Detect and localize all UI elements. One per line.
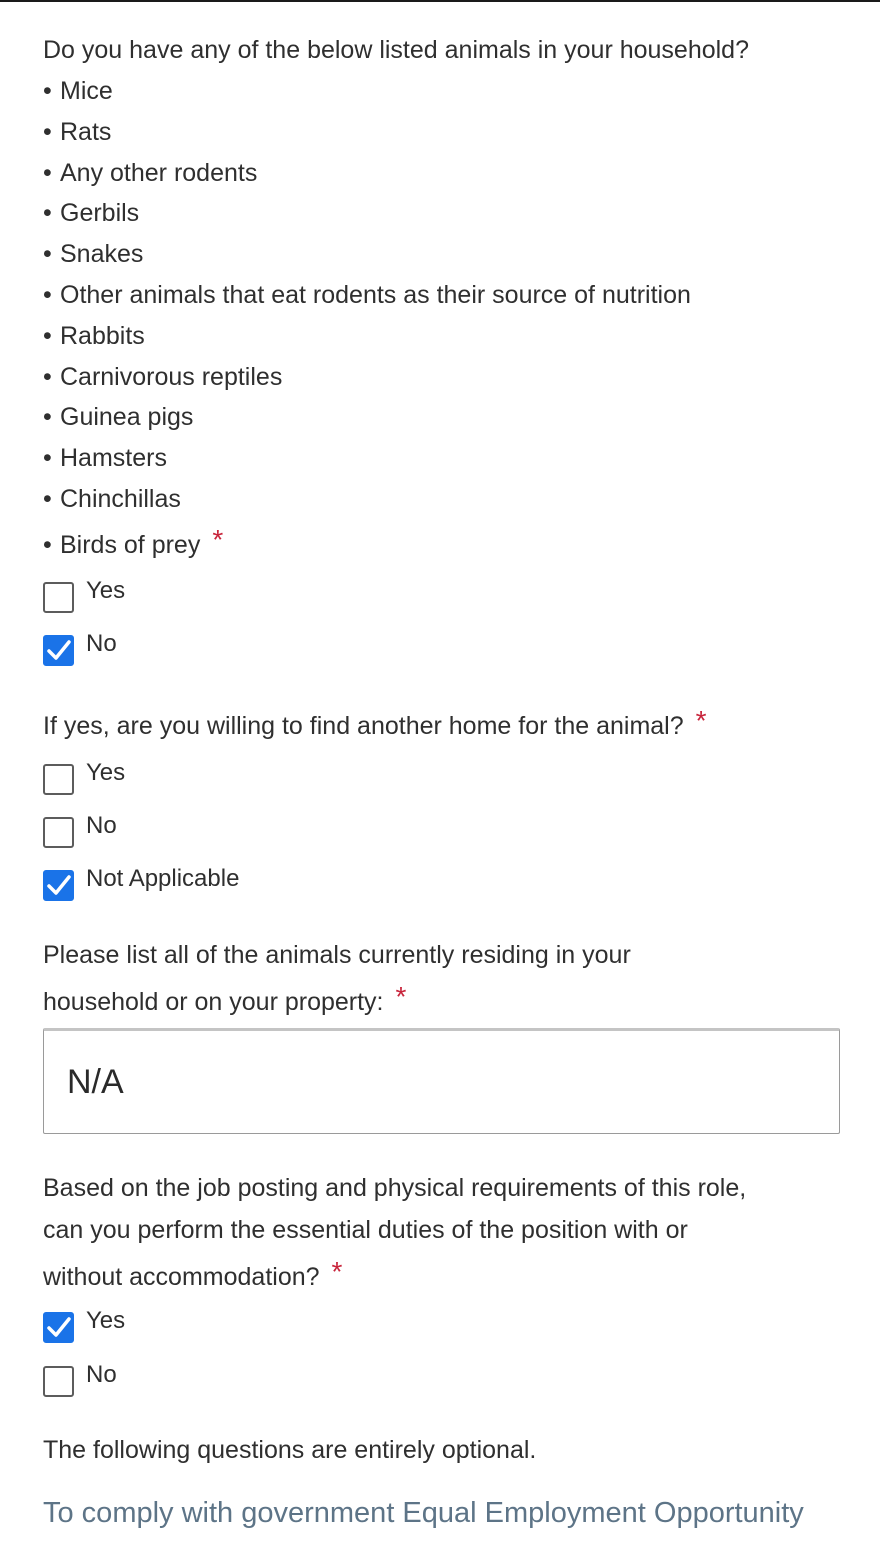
checkbox[interactable] — [43, 764, 74, 795]
q1-option-yes[interactable] — [43, 577, 126, 614]
q4-option-no[interactable] — [43, 1361, 117, 1398]
required-asterisk: * — [212, 523, 224, 555]
list-item: • Guinea pigs — [43, 403, 194, 432]
option-label: Yes — [86, 1307, 126, 1334]
option-label: No — [86, 812, 117, 839]
q1-option-no[interactable] — [43, 630, 117, 667]
animal-list — [43, 71, 691, 561]
q4-option-yes[interactable] — [43, 1307, 126, 1344]
input-value: N/A — [67, 1062, 124, 1101]
checkbox[interactable] — [43, 817, 74, 848]
list-item: • Rats — [43, 117, 112, 146]
option-label: No — [86, 630, 117, 657]
checkmark-icon — [46, 873, 72, 897]
question-animals-list-title: Please list all of the animals currently residing in your household or on your property: * — [43, 941, 631, 1016]
list-item: • Any other rodents — [43, 158, 258, 187]
list-item: • Chinchillas — [43, 484, 181, 513]
q2-option-not-applicable[interactable] — [43, 865, 240, 902]
list-item: • Rabbits — [43, 321, 145, 350]
list-item: • Gerbils — [43, 199, 140, 228]
top-divider — [0, 0, 880, 2]
checkmark-icon — [46, 638, 72, 662]
list-item: • Snakes — [43, 240, 144, 269]
question-animals-title: Do you have any of the below listed animals in your household? — [43, 36, 749, 64]
required-asterisk: * — [395, 981, 407, 1012]
list-item: • Carnivorous reptiles — [43, 362, 283, 391]
list-item: • Hamsters — [43, 444, 167, 473]
option-label: Not Applicable — [86, 865, 240, 892]
list-item: • Other animals that eat rodents as their source of nutrition — [43, 280, 691, 309]
checkmark-icon — [46, 1315, 72, 1339]
optional-questions-note: The following questions are entirely optional. — [43, 1436, 537, 1464]
option-label: No — [86, 1361, 117, 1388]
question-essential-duties-title: Based on the job posting and physical requirements of this role, can you perform the essential duties of the position with or without accommodation? * — [43, 1174, 747, 1291]
checkbox[interactable] — [43, 635, 74, 666]
list-item: • Mice — [43, 77, 113, 105]
q2-option-yes[interactable] — [43, 759, 126, 796]
option-label: Yes — [86, 577, 126, 604]
checkbox[interactable] — [43, 1312, 74, 1343]
question-rehome-title: If yes, are you willing to find another home for the animal? * — [43, 705, 707, 740]
list-item: • Birds of prey * — [43, 523, 224, 559]
checkbox[interactable] — [43, 1366, 74, 1397]
q2-option-no[interactable] — [43, 812, 117, 849]
option-label: Yes — [86, 759, 126, 786]
required-asterisk: * — [695, 705, 707, 736]
eeo-description: To comply with government Equal Employment Opportunity — [43, 1497, 804, 1529]
required-asterisk: * — [331, 1256, 343, 1287]
checkbox[interactable] — [43, 870, 74, 901]
animals-list-input[interactable] — [43, 1028, 840, 1134]
checkbox[interactable] — [43, 582, 74, 613]
